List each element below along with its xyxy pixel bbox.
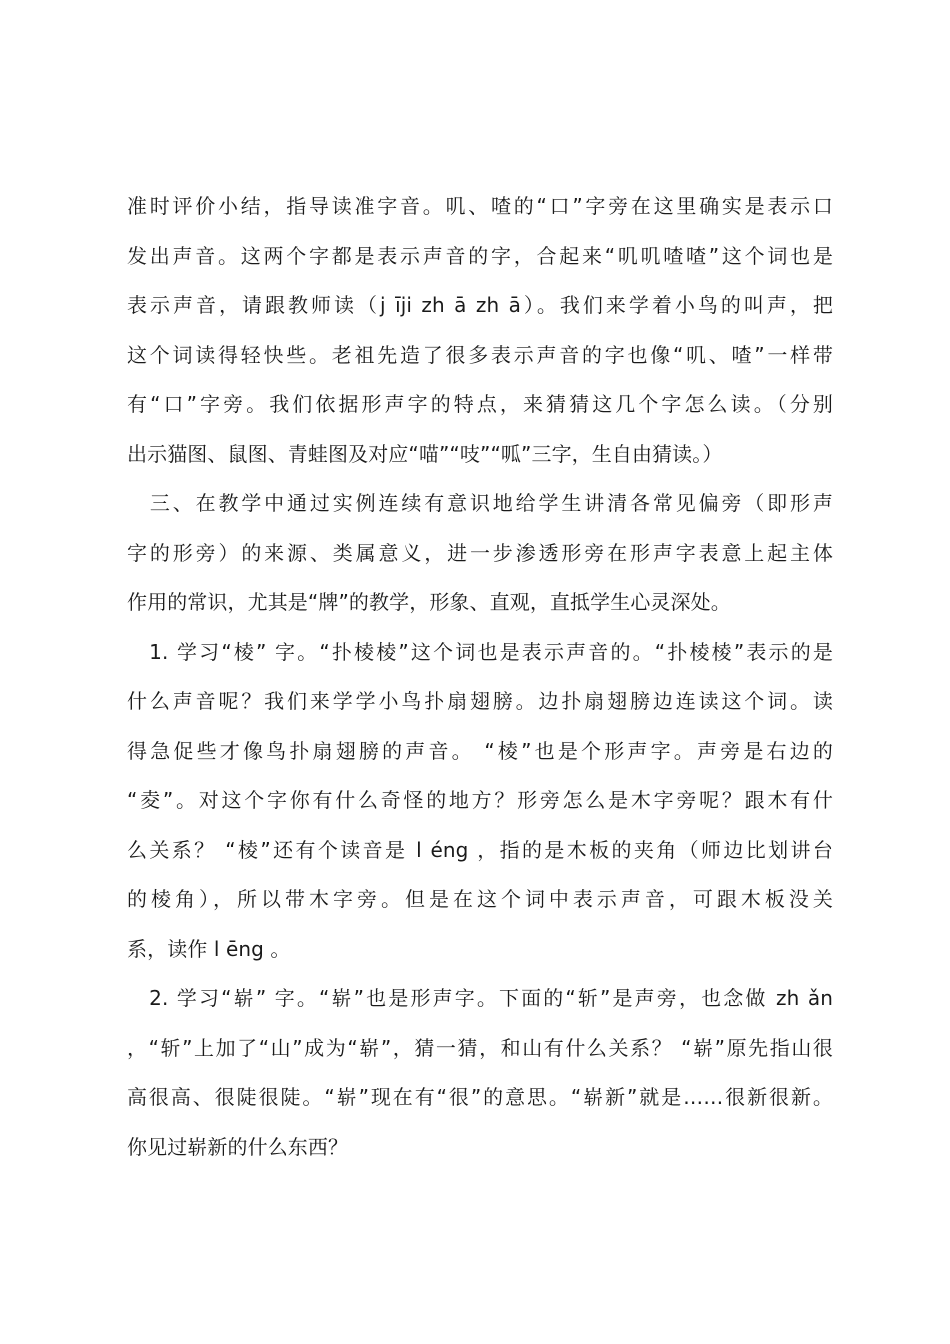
text-line: 2. 学习“崭” 字。“崭”也是形声字。下面的“斩”是声旁，也念做 zh ǎn <box>127 986 833 1010</box>
text-line: 发出声音。这两个字都是表示声音的字，合起来“叽叽喳喳”这个词也是 <box>127 243 834 268</box>
text-line: 出示猫图、鼠图、青蛙图及对应“喵”“吱”“呱”三字，生自由猜读。） <box>127 441 723 466</box>
text-line: 什么声音呢？我们来学学小鸟扑扇翅膀。边扑扇翅膀边连读这个词。读 <box>127 689 833 713</box>
text-line: 字的形旁）的来源、类属意义，进一步渗透形旁在形声字表意上起主体 <box>127 540 833 565</box>
text-line: 准时评价小结，指导读准字音。叽、喳的“口”字旁在这里确实是表示口 <box>127 194 833 218</box>
text-line: 有“口”字旁。我们依据形声字的特点，来猜猜这几个字怎么读。（分别 <box>127 392 834 416</box>
text-line: 高很高、很陡很陡。“崭”现在有“很”的意思。“崭新”就是……很新很新。 <box>127 1085 833 1109</box>
text-line: 表示声音，请跟教师读（j īji zh ā zh ā）。我们来学着小鸟的叫声，把 <box>127 293 833 317</box>
text-line: 你见过崭新的什么东西？ <box>127 1134 349 1159</box>
text-line: 1. 学习“棱” 字。“扑棱棱”这个词也是表示声音的。“扑棱棱”表示的是 <box>127 639 833 664</box>
text-line: 的棱角），所以带木字旁。但是在这个词中表示声音，可跟木板没关 <box>127 887 833 911</box>
text-line: 这个词读得轻快些。老祖先造了很多表示声音的字也像“叽、喳”一样带 <box>127 342 833 367</box>
text-line: 么关系？ “棱”还有个读音是 l éng ，指的是木板的夹角（师边比划讲台 <box>127 837 833 862</box>
document-body <box>127 182 833 1172</box>
text-line: 三、在教学中通过实例连续有意识地给学生讲清各常见偏旁（即形声 <box>127 491 833 515</box>
text-line: 系，读作 l ēng 。 <box>127 936 291 961</box>
text-line: ，“斩”上加了“山”成为“崭”，猜一猜，和山有什么关系？ “崭”原先指山很 <box>127 1035 833 1060</box>
text-line: 得急促些才像鸟扑扇翅膀的声音。 “棱”也是个形声字。声旁是右边的 <box>127 738 833 763</box>
text-line: 作用的常识，尤其是“牌”的教学，形象、直观，直抵学生心灵深处。 <box>127 590 731 614</box>
text-line: “夌”。对这个字你有什么奇怪的地方？形旁怎么是木字旁呢？跟木有什 <box>127 788 833 812</box>
